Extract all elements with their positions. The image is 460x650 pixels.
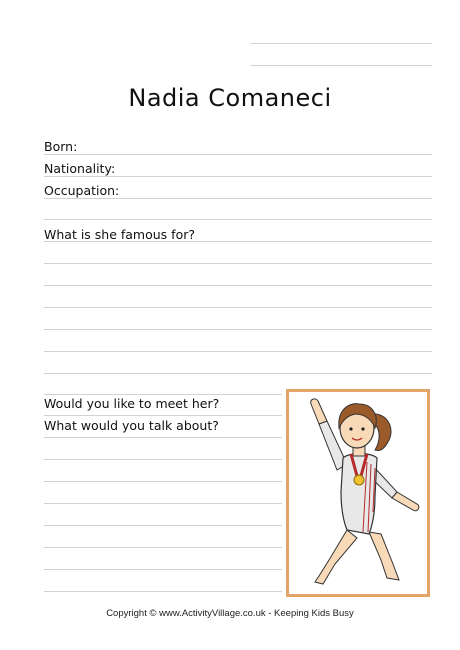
writing-line[interactable] bbox=[44, 351, 432, 352]
writing-line[interactable] bbox=[44, 481, 282, 482]
meet-her-line[interactable] bbox=[44, 415, 282, 416]
born-label: Born: bbox=[44, 139, 78, 154]
gymnast-illustration bbox=[289, 392, 427, 594]
date-line[interactable] bbox=[250, 65, 432, 66]
name-line[interactable] bbox=[250, 43, 432, 44]
writing-line[interactable] bbox=[44, 263, 432, 264]
writing-line[interactable] bbox=[44, 285, 432, 286]
writing-line[interactable] bbox=[44, 569, 282, 570]
nationality-label: Nationality: bbox=[44, 161, 116, 176]
writing-line[interactable] bbox=[44, 329, 432, 330]
meet-her-question: Would you like to meet her? bbox=[44, 396, 220, 411]
nationality-line[interactable] bbox=[44, 176, 432, 177]
famous-for-line[interactable] bbox=[44, 241, 432, 242]
writing-line[interactable] bbox=[44, 459, 282, 460]
writing-line[interactable] bbox=[44, 219, 432, 220]
writing-line[interactable] bbox=[44, 547, 282, 548]
writing-line[interactable] bbox=[44, 394, 282, 395]
writing-line[interactable] bbox=[44, 503, 282, 504]
copyright-footer: Copyright © www.ActivityVillage.co.uk - Keeping Kids Busy bbox=[106, 608, 354, 619]
talk-about-question: What would you talk about? bbox=[44, 418, 219, 433]
writing-line[interactable] bbox=[44, 373, 432, 374]
gymnast-illustration-frame bbox=[286, 389, 430, 597]
page-title: Nadia Comaneci bbox=[128, 84, 332, 112]
talk-about-line[interactable] bbox=[44, 437, 282, 438]
writing-line[interactable] bbox=[44, 307, 432, 308]
born-line[interactable] bbox=[44, 154, 432, 155]
occupation-line[interactable] bbox=[44, 198, 432, 199]
famous-for-question: What is she famous for? bbox=[44, 227, 195, 242]
occupation-label: Occupation: bbox=[44, 183, 120, 198]
writing-line[interactable] bbox=[44, 525, 282, 526]
writing-line[interactable] bbox=[44, 591, 282, 592]
